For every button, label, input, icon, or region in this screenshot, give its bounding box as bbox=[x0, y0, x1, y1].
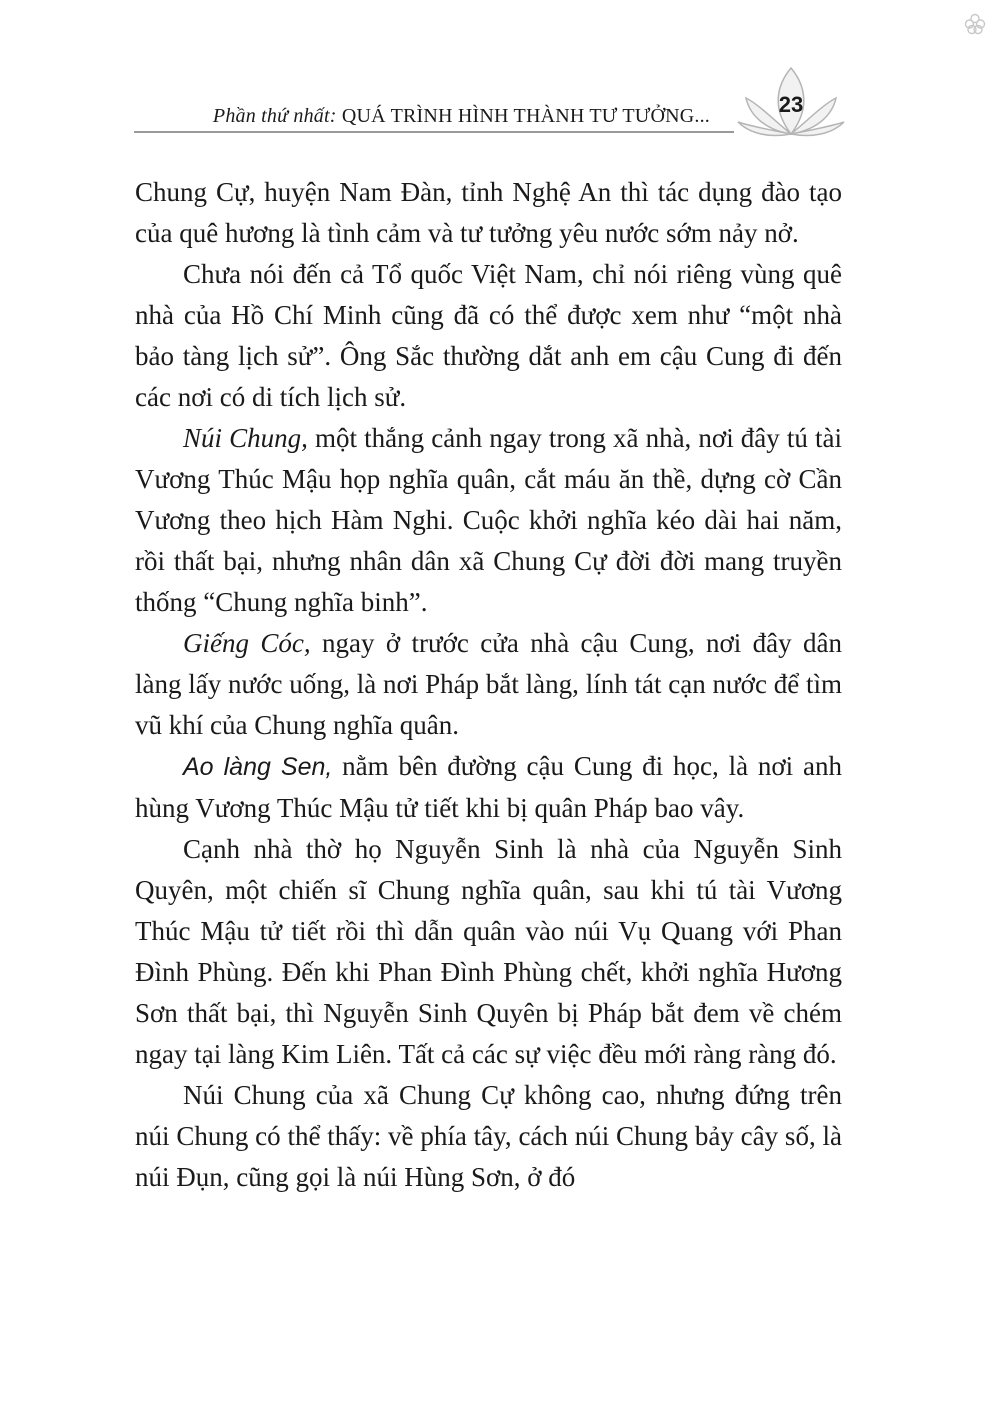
paragraph-text: nằm bên đường cậu Cung đi học, là nơi anh hùng Vương Thúc Mậu tử tiết khi bị quân Pháp bao vây. bbox=[135, 751, 842, 823]
header-part-label: Phần thứ nhất: bbox=[212, 105, 337, 127]
paragraph bbox=[135, 418, 842, 623]
flower-ornament-icon bbox=[963, 12, 987, 36]
header-chapter-title: QUÁ TRÌNH HÌNH THÀNH TƯ TƯỞNG... bbox=[336, 105, 710, 127]
paragraph bbox=[135, 1075, 842, 1198]
place-name: Núi Chung, bbox=[183, 423, 308, 453]
place-name: Giếng Cóc, bbox=[183, 628, 311, 658]
body-text bbox=[135, 172, 842, 1198]
paragraph-text: Chưa nói đến cả Tổ quốc Việt Nam, chỉ nói riêng vùng quê nhà của Hồ Chí Minh cũng đã có thể được xem như “một nhà bảo tàng lịch sử”. Ông Sắc thường dắt anh em cậu Cung đi đến các nơi có di tích lịch sử. bbox=[135, 259, 842, 412]
paragraph-text: Núi Chung của xã Chung Cự không cao, nhưng đứng trên núi Chung có thể thấy: về phía tây, cách núi Chung bảy cây số, là núi Đụn, cũng gọi là núi Hùng Sơn, ở đó bbox=[135, 1080, 842, 1192]
place-name: Ao làng Sen, bbox=[183, 753, 333, 781]
header-rule bbox=[134, 131, 734, 133]
paragraph-text: Cạnh nhà thờ họ Nguyễn Sinh là nhà của Nguyễn Sinh Quyên, một chiến sĩ Chung nghĩa quân, sau khi tú tài Vương Thúc Mậu tử tiết rồi thì dẫn quân vào núi Vụ Quang với Phan Đình Phùng. Đến khi Phan Đình Phùng chết, khởi nghĩa Hương Sơn thất bại, thì Nguyễn Sinh Quyên bị Pháp bắt đem về chém ngay tại làng Kim Liên. Tất cả các sự việc đều mới ràng ràng đó. bbox=[135, 834, 842, 1069]
paragraph bbox=[135, 172, 842, 254]
paragraph bbox=[135, 623, 842, 746]
paragraph-text: một thắng cảnh ngay trong xã nhà, nơi đây tú tài Vương Thúc Mậu họp nghĩa quân, cắt máu ăn thề, dựng cờ Cần Vương theo hịch Hàm Nghi. Cuộc khởi nghĩa kéo dài hai năm, rồi thất bại, nhưng nhân dân xã Chung Cự đời đời mang truyền thống “Chung nghĩa binh”. bbox=[135, 423, 842, 617]
page-number: 23 bbox=[778, 92, 804, 117]
paragraph bbox=[135, 254, 842, 418]
paragraph-text: Chung Cự, huyện Nam Đàn, tỉnh Nghệ An thì tác dụng đào tạo của quê hương là tình cảm và tư tưởng yêu nước sớm nảy nở. bbox=[135, 177, 842, 248]
paragraph-text: ngay ở trước cửa nhà cậu Cung, nơi đây dân làng lấy nước uống, là nơi Pháp bắt làng, lính tát cạn nước để tìm vũ khí của Chung nghĩa quân. bbox=[135, 628, 842, 740]
paragraph bbox=[135, 746, 842, 829]
paragraph bbox=[135, 829, 842, 1075]
